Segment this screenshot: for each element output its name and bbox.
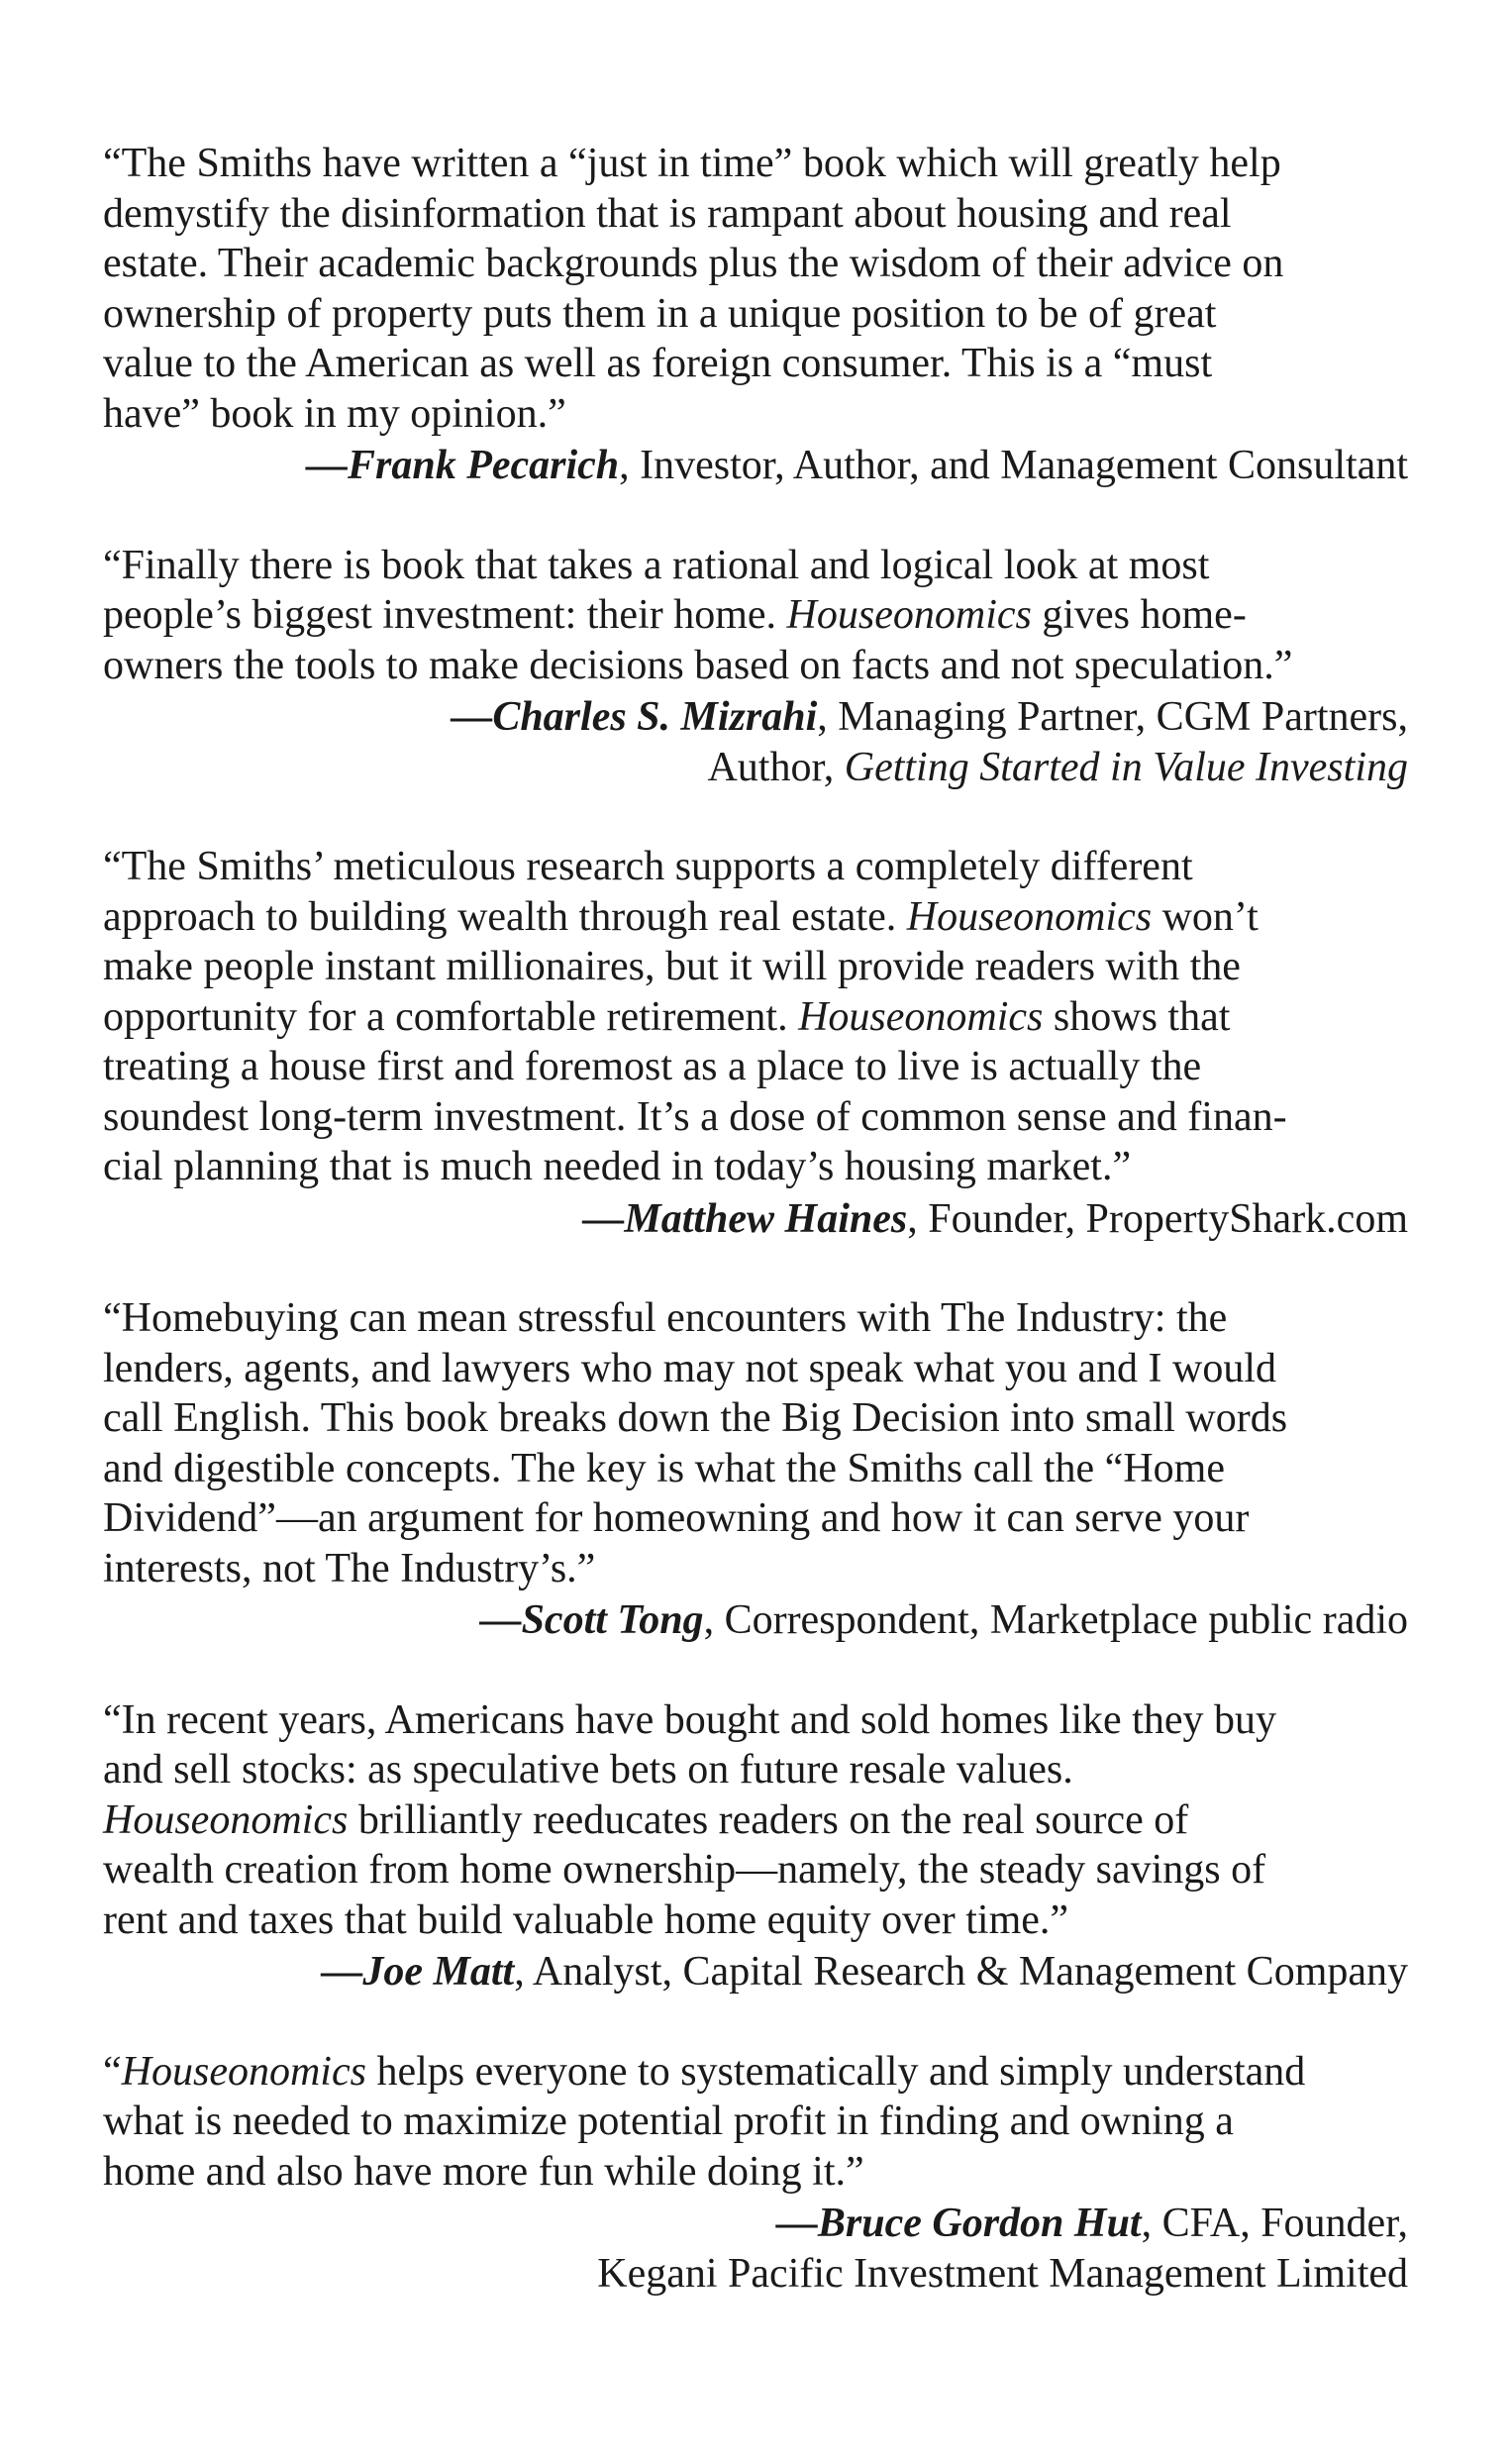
endorser-role: , Analyst, Capital Research & Management Company bbox=[514, 1949, 1408, 1995]
quote-line: treating a house first and foremost as a place to live is actually the bbox=[103, 1044, 1202, 1089]
quote-fragment: “ bbox=[103, 2048, 122, 2095]
quote-line: and sell stocks: as speculative bets on future resale values. bbox=[103, 1747, 1073, 1793]
quote-line: estate. Their academic backgrounds plus the wisdom of their advice on bbox=[103, 241, 1284, 286]
quote-line: “Finally there is book that takes a rational and logical look at most bbox=[103, 542, 1210, 588]
endorsement-attribution bbox=[103, 1947, 1408, 1998]
quote-fragment: people’s biggest investment: their home. bbox=[103, 592, 787, 638]
quote-line: Dividend”—an argument for homeowning and how it can serve your bbox=[103, 1495, 1250, 1541]
quote-line: “In recent years, Americans have bought and sold homes like they buy bbox=[103, 1696, 1276, 1743]
endorser-role: , Investor, Author, and Management Consultant bbox=[619, 443, 1408, 488]
quote-line: and digestible concepts. The key is what the Smiths call the “Home bbox=[103, 1445, 1225, 1491]
quote-fragment: gives home- bbox=[1031, 592, 1247, 638]
endorser-role: , Correspondent, Marketplace public radio bbox=[703, 1597, 1408, 1643]
endorsement-haines bbox=[103, 842, 1408, 1244]
endorsement-attribution bbox=[103, 692, 1408, 792]
quote-fragment: shows that bbox=[1043, 993, 1231, 1040]
quote-line: call English. This book breaks down the Big Decision into small words bbox=[103, 1395, 1288, 1441]
quote-line: owners the tools to make decisions based on facts and not speculation.” bbox=[103, 642, 1293, 688]
endorsement-quote bbox=[103, 541, 1408, 691]
book-title: Houseonomics bbox=[103, 1796, 349, 1843]
quote-line: “The Smiths have written a “just in time” book which will greatly help bbox=[103, 141, 1281, 186]
endorser-role-2: Author, bbox=[707, 744, 845, 790]
book-title: Houseonomics bbox=[798, 993, 1044, 1040]
endorser-role: , Managing Partner, CGM Partners, bbox=[817, 694, 1408, 740]
quote-line bbox=[103, 590, 1408, 641]
endorsement-attribution bbox=[103, 1595, 1408, 1646]
quote-line: rent and taxes that build valuable home equity over time.” bbox=[103, 1896, 1069, 1943]
quote-fragment: approach to building wealth through real estate. bbox=[103, 893, 907, 940]
endorser-role-2: Kegani Pacific Investment Management Limited bbox=[597, 2250, 1408, 2297]
quote-fragment: won’t bbox=[1152, 893, 1259, 940]
quote-line bbox=[103, 2047, 1408, 2098]
endorser-name: —Scott Tong bbox=[479, 1597, 704, 1643]
quote-line: make people instant millionaires, but it will provide readers with the bbox=[103, 944, 1241, 989]
endorsement-quote bbox=[103, 1695, 1408, 1946]
quote-line: what is needed to maximize potential profit in finding and owning a bbox=[103, 2099, 1234, 2144]
endorsement-quote bbox=[103, 139, 1408, 439]
quote-line: have” book in my opinion.” bbox=[103, 390, 566, 437]
quote-line: lenders, agents, and lawyers who may not speak what you and I would bbox=[103, 1345, 1277, 1391]
quote-line: soundest long-term investment. It’s a dose of common sense and finan- bbox=[103, 1093, 1287, 1140]
book-title: Houseonomics bbox=[786, 592, 1032, 638]
endorsement-mizrahi bbox=[103, 541, 1408, 793]
endorser-name: —Frank Pecarich bbox=[305, 443, 620, 488]
quote-line: interests, not The Industry’s.” bbox=[103, 1545, 596, 1591]
endorser-name: —Bruce Gordon Hut bbox=[775, 2201, 1142, 2246]
endorsement-attribution bbox=[103, 441, 1408, 491]
quote-fragment: opportunity for a comfortable retirement. bbox=[103, 993, 799, 1040]
quote-line: home and also have more fun while doing it.” bbox=[103, 2148, 864, 2195]
endorsement-pecarich bbox=[103, 139, 1408, 491]
endorsement-quote bbox=[103, 842, 1408, 1192]
endorser-name: —Charles S. Mizrahi bbox=[451, 694, 818, 740]
endorser-book-title: Getting Started in Value Investing bbox=[844, 744, 1408, 790]
endorser-role: , CFA, Founder, bbox=[1141, 2201, 1408, 2246]
quote-line: cial planning that is much needed in today’s housing market.” bbox=[103, 1144, 1132, 1189]
quote-line bbox=[103, 992, 1408, 1043]
book-title: Houseonomics bbox=[906, 893, 1153, 940]
quote-fragment: helps everyone to systematically and simply understand bbox=[365, 2048, 1306, 2095]
endorsement-attribution bbox=[103, 2199, 1408, 2299]
endorser-role: , Founder, PropertyShark.com bbox=[907, 1195, 1408, 1242]
quote-line bbox=[103, 1795, 1408, 1846]
endorser-name: —Joe Matt bbox=[321, 1949, 515, 1995]
endorsement-hut bbox=[103, 2047, 1408, 2300]
quote-line: demystify the disinformation that is rampant about housing and real bbox=[103, 190, 1232, 237]
book-title: Houseonomics bbox=[121, 2048, 366, 2095]
quote-line: ownership of property puts them in a unique position to be of great bbox=[103, 290, 1217, 337]
endorsement-quote bbox=[103, 2047, 1408, 2198]
quote-line: “Homebuying can mean stressful encounters with The Industry: the bbox=[103, 1295, 1228, 1341]
endorsement-quote bbox=[103, 1293, 1408, 1593]
quote-fragment: brilliantly reeducates readers on the real source of bbox=[348, 1796, 1189, 1843]
endorsements-page bbox=[103, 139, 1408, 2348]
quote-line: value to the American as well as foreign consumer. This is a “must bbox=[103, 341, 1213, 386]
quote-line bbox=[103, 892, 1408, 943]
endorsement-tong bbox=[103, 1293, 1408, 1646]
quote-line: “The Smiths’ meticulous research supports a completely different bbox=[103, 844, 1193, 889]
endorser-name: —Matthew Haines bbox=[582, 1195, 908, 1242]
endorsement-matt bbox=[103, 1695, 1408, 1998]
endorsement-attribution bbox=[103, 1194, 1408, 1245]
quote-line: wealth creation from home ownership—namely, the steady savings of bbox=[103, 1847, 1266, 1893]
